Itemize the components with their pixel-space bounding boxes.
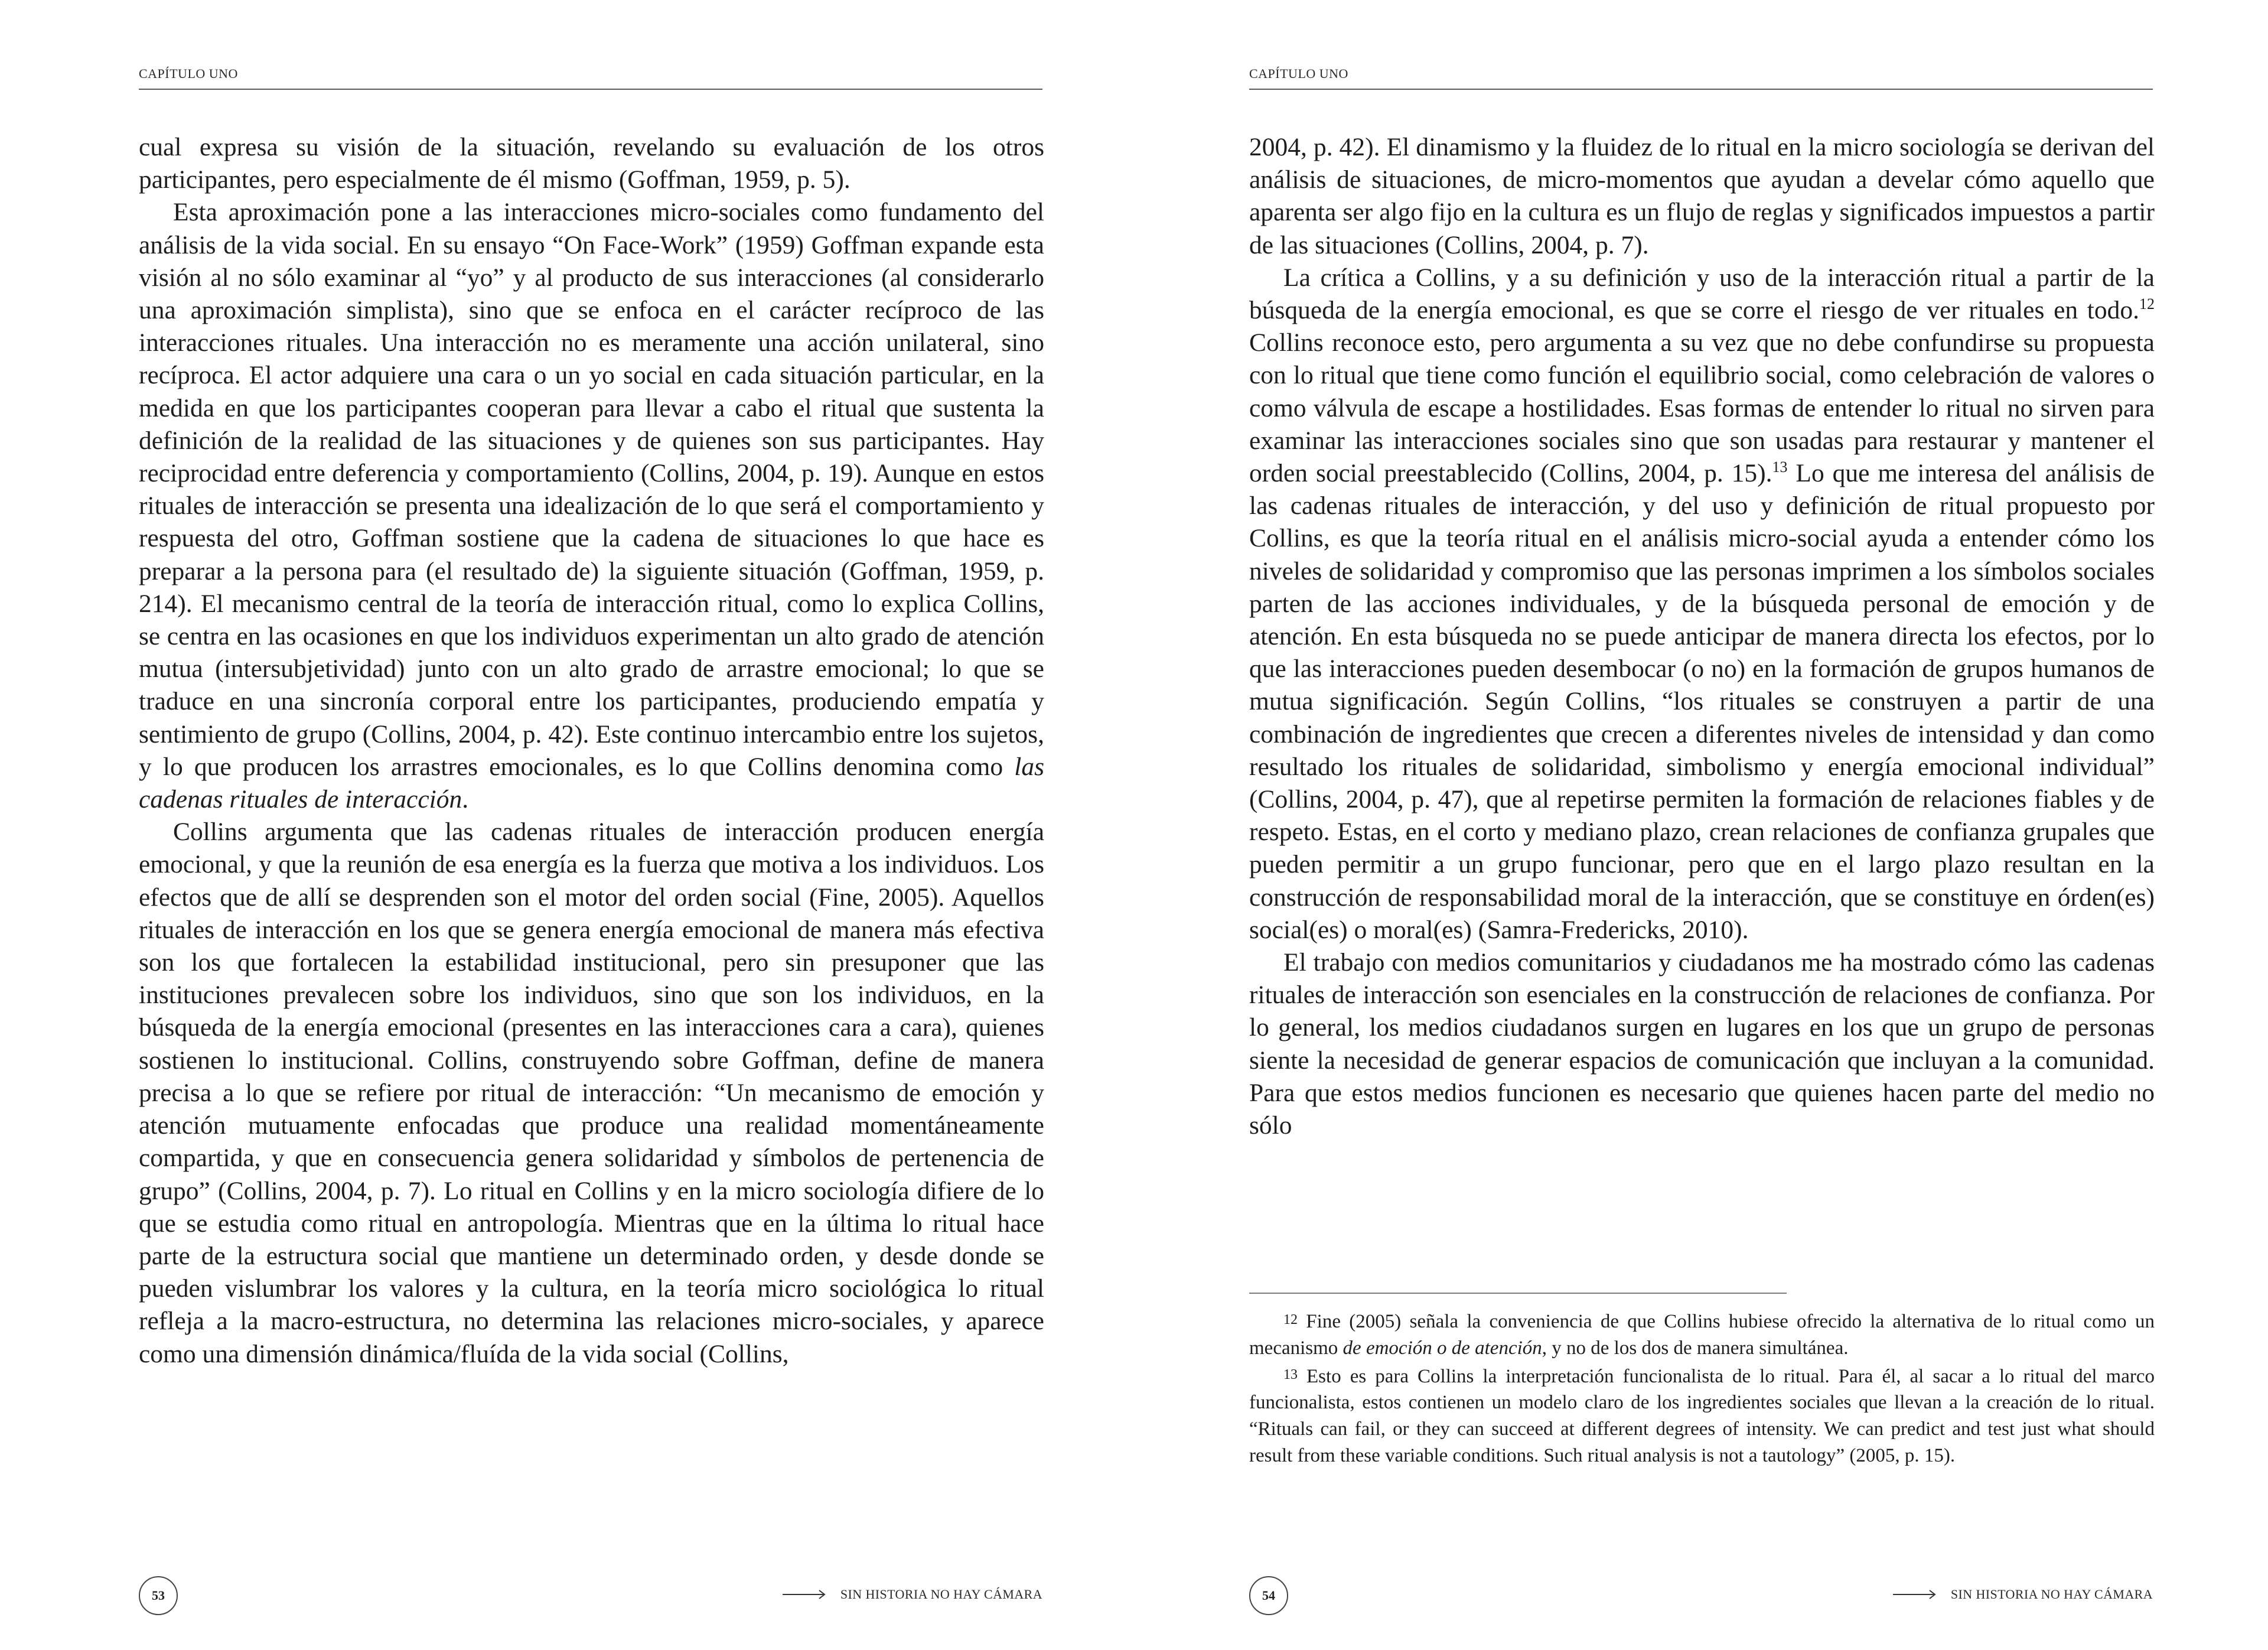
footnote-text: Esto es para Collins la interpretación funcionalista de lo ritual. Para él, al sacar a lo ritual del marco funcionalista, estos contienen un modelo claro de los ingredientes sociales que llevan a la creación de lo ritual. “Rituals can fail, or they can succeed at different degrees of intensity. We can predict and test just what should result from these variable conditions. Such ritual analysis is not a tautology” (2005, p. 15). (1249, 1365, 2155, 1466)
body-text (139, 131, 1044, 1371)
paragraph-text: Collins reconoce esto, pero argumenta a su vez que no debe confundirse su propuesta con lo ritual que tiene como función el equilibrio social, como celebración de valores o como válvula de escape a hostilidades. Esas formas de entender lo ritual no sirven para examinar las interacciones sociales sino que son usadas para restaurar y mantener el orden social preestablecido (Collins, 2004, p. 15). (1249, 328, 2155, 488)
running-title-text: SIN HISTORIA NO HAY CÁMARA (840, 1587, 1042, 1602)
paragraph-text-end: . (462, 785, 469, 814)
footnote (1249, 1362, 2155, 1469)
chapter-title: CAPÍTULO UNO (1249, 66, 1348, 81)
body-text (1249, 131, 2155, 1142)
header-rule (1249, 89, 2153, 90)
footnote-text: Fine (2005) señala la conveniencia de que Collins hubiese ofrecido la alternativa de lo ritual como un mecanismo (1249, 1311, 2155, 1359)
paragraph: 2004, p. 42). El dinamismo y la fluidez de lo ritual en la micro sociología se derivan del análisis de situaciones, de micro-momentos que ayudan a develar cómo aquello que aparenta ser algo fijo en la cultura es un flujo de reglas y significados impuestos a partir de las situaciones (Collins, 2004, p. 7). (1249, 133, 2155, 259)
footnote-mark: 13 (1283, 1366, 1298, 1382)
footnote-ref[interactable]: 13 (1772, 458, 1788, 476)
footnote-ref[interactable]: 12 (2139, 295, 2155, 313)
paragraph-text: Esta aproximación pone a las interacciones micro-sociales como fundamento del análisis de la vida social. En su ensayo “On Face-Work” (1959) Goffman expande esta visión al no sólo examinar al “yo” y al producto de sus interacciones (al considerarlo una aproximación simplista), sino que se enfoca en el carácter recíproco de las interacciones rituales. Una interacción no es meramente una acción unilateral, sino recíproca. El actor adquiere una cara o un yo social en cada situación particular, en la medida en que los participantes cooperan para llevar a cabo el ritual que sustenta la definición de la realidad de las situaciones y de quienes son sus participantes. Hay reciprocidad entre deferencia y comportamiento (Collins, 2004, p. 19). Aunque en estos rituales de interacción se presenta una idealización de lo que será el comportamiento y respuesta del otro, Goffman sostiene que la cadena de situaciones lo que hace es preparar a la persona para (el resultado de) la siguiente situación (Goffman, 1959, p. 214). El mecanismo central de la teoría de interacción ritual, como lo explica Collins, se centra en las ocasiones en que los individuos experimentan un alto grado de atención mutua (intersubjetividad) junto con un alto grado de arrastre emocional; lo que se traduce en una sincronía corporal entre los participantes, produciendo empatía y sentimiento de grupo (Collins, 2004, p. 42). Este continuo intercambio entre los sujetos, y lo que producen los arrastres emocionales, es lo que Collins denomina como (139, 198, 1044, 781)
running-title-text: SIN HISTORIA NO HAY CÁMARA (1950, 1587, 2153, 1602)
page-number: 54 (1249, 1576, 1288, 1615)
arrow-right-icon (783, 1589, 826, 1600)
italic-term: las cadenas rituales de interacción (139, 752, 1044, 814)
paragraph: El trabajo con medios comunitarios y ciudadanos me ha mostrado cómo las cadenas rituales de interacción son esenciales en la construcción de relaciones de confianza. Por lo general, los medios ciudadanos surgen en lugares en los que un grupo de personas siente la necesidad de generar espacios de comunicación que incluyan a la comunidad. Para que estos medios funcionen es necesario que quienes hacen parte del medio no sólo (1249, 948, 2155, 1140)
page-footer (1249, 1576, 2153, 1618)
header-rule (139, 89, 1042, 90)
paragraph: Collins argumenta que las cadenas rituales de interacción producen energía emocional, y que la reunión de esa energía es la fuerza que motiva a los individuos. Los efectos que de allí se desprenden son el motor del orden social (Fine, 2005). Aquellos rituales de interacción en los que se genera energía emocional de manera más efectiva son los que fortalecen la estabilidad institucional, pero sin presuponer que las instituciones prevalecen sobre los individuos, sino que son los individuos, en la búsqueda de la energía emocional (presentes en las interacciones cara a cara), quienes sostienen lo institucional. Collins, construyendo sobre Goffman, define de manera precisa a lo que se refiere por ritual de interacción: “Un mecanismo de emoción y atención mutuamente enfocadas que produce una realidad momentáneamente compartida, y que en consecuencia genera solidaridad y símbolos de pertenencia de grupo” (Collins, 2004, p. 7). Lo ritual en Collins y en la micro sociología difiere de lo que se estudia como ritual en antropología. Mientras que en la última lo ritual hace parte de la estructura social que mantiene un determinado orden, y desde donde se pueden vislumbrar los valores y la cultura, en la teoría micro sociológica lo ritual refleja a la macro-estructura, no determina las relaciones micro-sociales, y aparece como una dimensión dinámica/fluída de la vida social (Collins, (139, 818, 1044, 1368)
italic-term: de emoción o de atención (1342, 1337, 1542, 1359)
paragraph: cual expresa su visión de la situación, revelando su evaluación de los otros participantes, pero especialmente de él mismo (Goffman, 1959, p. 5). (139, 133, 1044, 194)
paragraph-text: La crítica a Collins, y a su definición y uso de la interacción ritual a partir de la búsqueda de la energía emocional, es que se corre el riesgo de ver rituales en todo. (1249, 263, 2155, 325)
footnote-rule (1249, 1293, 1787, 1294)
footnote-mark: 12 (1283, 1312, 1298, 1327)
footnote-text-end: , y no de los dos de manera simultánea. (1542, 1337, 1849, 1359)
footnotes (1249, 1307, 2155, 1469)
chapter-title: CAPÍTULO UNO (139, 66, 238, 81)
page-number: 53 (139, 1576, 178, 1615)
arrow-right-icon (1893, 1589, 1937, 1600)
page-footer (139, 1576, 1042, 1618)
page-header (139, 66, 1042, 93)
paragraph-text: Lo que me interesa del análisis de las cadenas rituales de interacción, y del uso y definición de ritual propuesto por Collins, es que la teoría ritual en el análisis micro-social ayuda a entender cómo los niveles de solidaridad y compromiso que las personas imprimen a los símbolos sociales parten de las acciones individuales, y de la búsqueda personal de emoción y de atención. En esta búsqueda no se puede anticipar de manera directa los efectos, por lo que las interacciones pueden desembocar (o no) en la formación de grupos humanos de mutua significación. Según Collins, “los rituales se construyen a partir de una combinación de ingredientes que crecen a diferentes niveles de intensidad y dan como resultado los rituales de solidaridad, simbolismo y energía emocional individual” (Collins, 2004, p. 47), que al repetirse permiten la formación de relaciones fiables y de respeto. Estas, en el corto y mediano plazo, crean relaciones de confianza grupales que pueden permitir a un grupo funcionar, pero que en el largo plazo resultan en la construcción de responsabilidad moral de la interacción, que se constituye en órden(es) social(es) o moral(es) (Samra-Fredericks, 2010). (1249, 459, 2155, 944)
paragraph (139, 196, 1044, 816)
running-title (1893, 1587, 2153, 1602)
page-right (1134, 0, 2268, 1650)
running-title (783, 1587, 1042, 1602)
page-header (1249, 66, 2153, 93)
paragraph (1249, 262, 2155, 946)
footnote (1249, 1307, 2155, 1362)
